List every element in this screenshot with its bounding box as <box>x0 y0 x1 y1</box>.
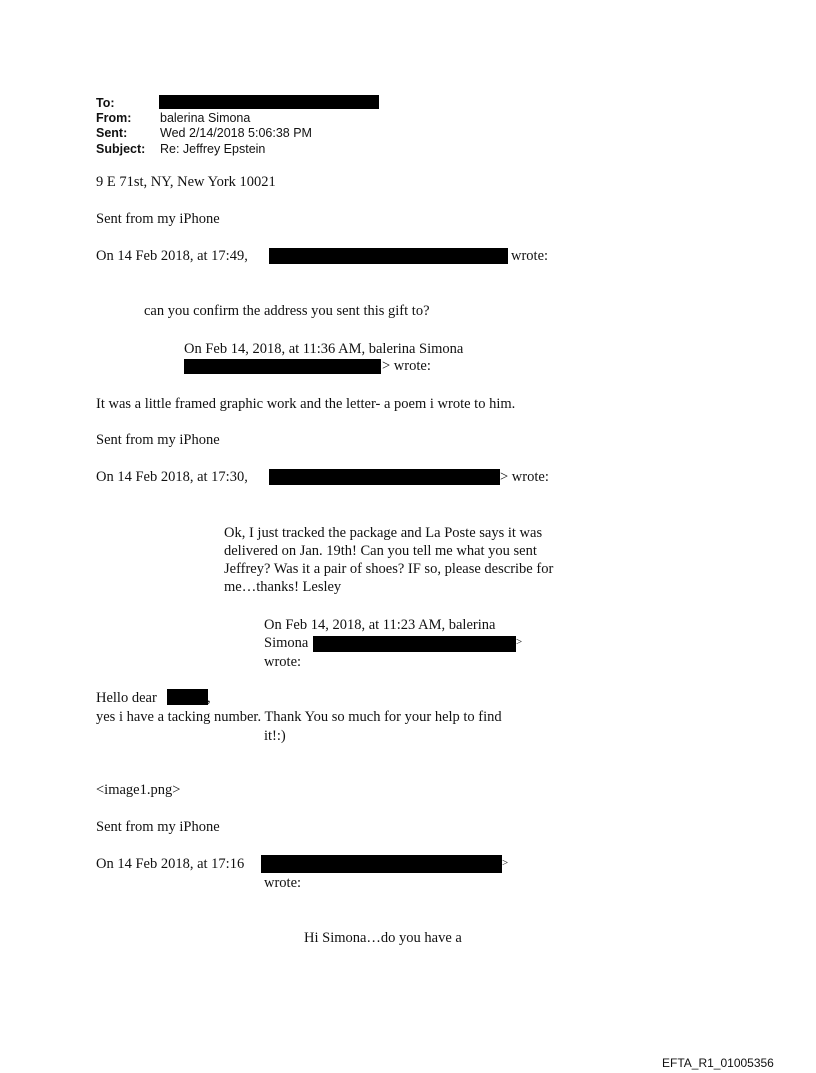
redaction-bar-quote2 <box>184 359 381 374</box>
tracking-line-1: yes i have a tacking number. Thank You so much for your help to find <box>96 709 502 725</box>
redaction-bar-quote3 <box>269 469 500 485</box>
quote-header-4: On Feb 14, 2018, at 11:23 AM, balerina <box>264 617 496 633</box>
quote-header-3-suffix: > wrote: <box>500 469 549 485</box>
from-value: balerina Simona <box>160 111 251 125</box>
lesley-line-3: Jeffrey? Was it a pair of shoes? IF so, please describe for <box>224 561 554 577</box>
from-label: From: <box>96 111 132 125</box>
image-attachment-ref: <image1.png> <box>96 782 181 798</box>
quote-header-4-wrote: wrote: <box>264 654 302 670</box>
sent-from-iphone-3: Sent from my iPhone <box>96 819 220 835</box>
redaction-bar-quote5 <box>261 855 502 873</box>
redaction-bar-quote1 <box>269 248 508 264</box>
subject-value: Re: Jeffrey Epstein <box>160 142 266 156</box>
quote-header-1: On 14 Feb 2018, at 17:49, <box>96 248 248 264</box>
lesley-line-4: me…thanks! Lesley <box>224 579 342 595</box>
quote-header-5-wrote: wrote: <box>264 875 302 891</box>
sent-from-iphone-1: Sent from my iPhone <box>96 211 220 227</box>
gift-description: It was a little framed graphic work and the letter- a poem i wrote to him. <box>96 396 516 412</box>
lesley-line-2: delivered on Jan. 19th! Can you tell me what you sent <box>224 543 537 559</box>
sent-label: Sent: <box>96 126 128 140</box>
quote-header-2-wrote: > wrote: <box>382 358 431 374</box>
quote-header-3: On 14 Feb 2018, at 17:30, <box>96 469 248 485</box>
quote-header-4-name: Simona <box>264 635 309 651</box>
to-label: To: <box>96 96 115 110</box>
sent-value: Wed 2/14/2018 5:06:38 PM <box>160 126 312 140</box>
confirm-question: can you confirm the address you sent this gift to? <box>144 303 430 319</box>
redaction-bar-name <box>167 689 208 705</box>
subject-label: Subject: <box>96 142 146 156</box>
document-id: EFTA_R1_01005356 <box>662 1056 774 1070</box>
hello-comma: , <box>207 690 211 706</box>
address-line: 9 E 71st, NY, New York 10021 <box>96 174 276 190</box>
redaction-bar-to <box>159 95 379 109</box>
lesley-line-1: Ok, I just tracked the package and La Poste says it was <box>224 525 543 541</box>
hello-line: Hello dear <box>96 690 157 706</box>
redaction-bar-quote4 <box>313 636 516 652</box>
hi-simona-line: Hi Simona…do you have a <box>304 930 462 946</box>
quote-header-2: On Feb 14, 2018, at 11:36 AM, balerina Simona <box>184 341 464 357</box>
quote-header-1-suffix: wrote: <box>511 248 549 264</box>
quote-header-4-bracket: > <box>516 636 523 648</box>
tracking-line-2: it!:) <box>264 728 286 744</box>
quote-header-5: On 14 Feb 2018, at 17:16 <box>96 856 245 872</box>
sent-from-iphone-2: Sent from my iPhone <box>96 432 220 448</box>
quote-header-5-bracket: > <box>502 857 509 869</box>
